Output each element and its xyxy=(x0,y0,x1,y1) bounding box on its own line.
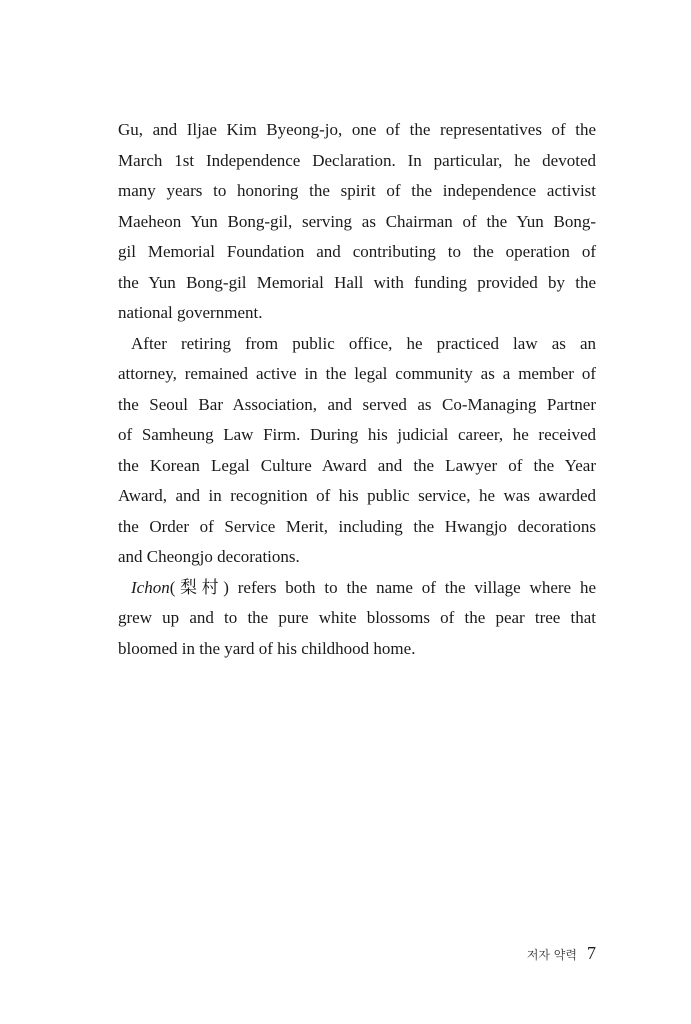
text-line: Maeheon Yun Bong-gil, serving as Chairman of the Yun Bong- xyxy=(118,211,596,231)
section-label: 저자 약력 xyxy=(526,948,577,962)
text-line: the Order of Service Merit, including the Hwangjo decorations xyxy=(118,516,596,536)
body-text xyxy=(118,115,596,664)
text-line: attorney, remained active in the legal community as a member of xyxy=(118,364,596,383)
text-line: grew up and to the pure white blossoms of the pear tree that xyxy=(118,608,596,627)
text-line: the Korean Legal Culture Award and the Lawyer of the Year xyxy=(118,455,596,475)
text-line: of Samheung Law Firm. During his judicial career, he received xyxy=(118,425,596,444)
page-footer xyxy=(527,943,596,964)
text-line: and Cheongjo decorations. xyxy=(118,547,300,566)
text-line: gil Memorial Foundation and contributing to the operation of xyxy=(118,242,596,261)
text-line-rest: (梨村) refers both to the name of the village where he xyxy=(169,577,596,597)
paragraph-3 xyxy=(118,573,596,665)
page-number: 7 xyxy=(587,943,596,963)
text-line: March 1st Independence Declaration. In particular, he devoted xyxy=(118,150,596,170)
paragraph-2 xyxy=(118,329,596,573)
text-line: After retiring from public office, he practiced law as an xyxy=(131,333,596,353)
paragraph-1 xyxy=(118,115,596,329)
text-line: the Yun Bong-gil Memorial Hall with funding provided by the xyxy=(118,272,596,292)
text-line: the Seoul Bar Association, and served as Co-Managing Partner xyxy=(118,394,596,414)
text-line: Award, and in recognition of his public service, he was awarded xyxy=(118,486,596,505)
text-line: many years to honoring the spirit of the independence activist xyxy=(118,181,596,200)
text-line: national government. xyxy=(118,303,263,322)
text-line-first xyxy=(118,573,596,604)
text-line: Gu, and Iljae Kim Byeong-jo, one of the representatives of the xyxy=(118,120,596,139)
ichon-term: Ichon xyxy=(131,577,170,597)
text-line: bloomed in the yard of his childhood home. xyxy=(118,638,416,658)
